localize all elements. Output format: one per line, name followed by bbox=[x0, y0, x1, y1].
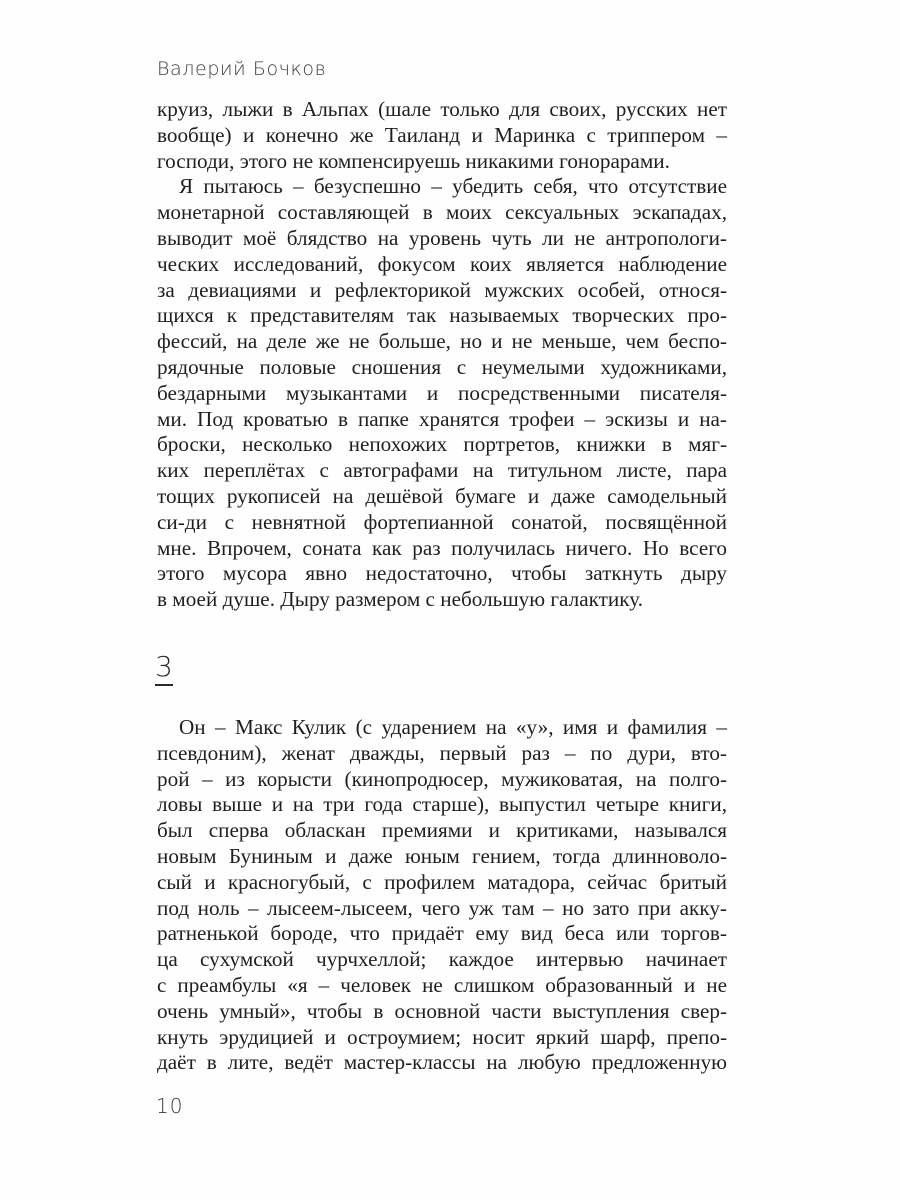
text-line: броски, несколько непохожих портретов, книжки в мяг- bbox=[157, 432, 727, 457]
text-line: щихся к представителям так называемых творческих про- bbox=[157, 303, 727, 328]
text-line: тощих рукописей на дешёвой бумаге и даже самодельный bbox=[157, 483, 727, 508]
text-line: выводит моё блядство на уровень чуть ли не антропологи- bbox=[157, 225, 727, 250]
text-line: господи, этого не компенсируешь никакими гонорарами. bbox=[157, 148, 670, 173]
text-line: ловы выше и на три года старше), выпустил четыре книги, bbox=[157, 792, 727, 817]
text-line: в моей душе. Дыру размером с небольшую галактику. bbox=[157, 587, 643, 612]
text-line: этого мусора явно недостаточно, чтобы заткнуть дыру bbox=[157, 561, 727, 586]
text-line: монетарной составляющей в моих сексуальных эскападах, bbox=[157, 200, 727, 225]
text-line: новым Буниным и даже юным гением, тогда длинноволо- bbox=[157, 843, 727, 868]
text-line: вообще) и конечно же Таиланд и Маринка с триппером – bbox=[157, 122, 727, 147]
text-line: Он – Макс Кулик (с ударением на «у», имя и фамилия – bbox=[179, 715, 727, 739]
text-line: за девиациями и рефлекторикой мужских особей, относя- bbox=[157, 277, 727, 302]
text-line: сый и красногубый, с профилем матадора, сейчас бритый bbox=[157, 869, 727, 894]
text-section-continued bbox=[157, 97, 727, 613]
paragraph bbox=[157, 97, 727, 174]
paragraph bbox=[157, 715, 727, 1076]
text-line: рой – из корысти (кинопродюсер, мужиковатая, на полго- bbox=[157, 766, 727, 791]
text-line: ца сухумской чурчхеллой; каждое интервью начинает bbox=[157, 947, 727, 972]
text-section-chapter bbox=[157, 715, 727, 1076]
text-line: был сперва обласкан премиями и критиками, назывался bbox=[157, 818, 727, 843]
text-line: кнуть эрудицией и остроумием; носит яркий шарф, препо- bbox=[157, 1024, 727, 1049]
text-line: Я пытаюсь – безуспешно – убедить себя, что отсутствие bbox=[179, 174, 727, 199]
text-line: фессий, на деле же не больше, но и не меньше, чем беспо- bbox=[157, 329, 727, 354]
text-line: под ноль – лысеем-лысеем, чего уж там – но зато при акку- bbox=[157, 895, 727, 920]
text-line: ческих исследований, фокусом коих является наблюдение bbox=[157, 251, 727, 276]
text-line: ратненькой бороде, что придаёт ему вид беса или торгов- bbox=[157, 921, 727, 946]
text-line: бездарными музыкантами и посредственными писателя- bbox=[157, 380, 727, 405]
text-line: си-ди с невнятной фортепианной сонатой, посвящённой bbox=[157, 509, 727, 534]
page-number: 10 bbox=[156, 1094, 184, 1118]
text-line: рядочные половые сношения с неумелыми художниками, bbox=[157, 354, 727, 379]
text-line: ких переплётах с автографами на титульном листе, пара bbox=[157, 458, 727, 483]
text-line: даёт в лите, ведёт мастер-классы на любую предложенную bbox=[157, 1050, 727, 1075]
text-line: мне. Впрочем, соната как раз получилась ничего. Но всего bbox=[157, 535, 727, 560]
text-line: очень умный», чтобы в основной части выступления свер- bbox=[157, 998, 727, 1023]
running-head-author: Валерий Бочков bbox=[157, 58, 327, 80]
text-line: ми. Под кроватью в папке хранятся трофеи – эскизы и на- bbox=[157, 406, 727, 431]
chapter-number: 3 bbox=[155, 652, 173, 686]
paragraph bbox=[157, 174, 727, 613]
text-line: с преамбулы «я – человек не слишком образованный и не bbox=[157, 972, 727, 997]
text-line: круиз, лыжи в Альпах (шале только для своих, русских нет bbox=[157, 97, 727, 121]
text-line: псевдоним), женат дважды, первый раз – по дури, вто- bbox=[157, 740, 727, 765]
